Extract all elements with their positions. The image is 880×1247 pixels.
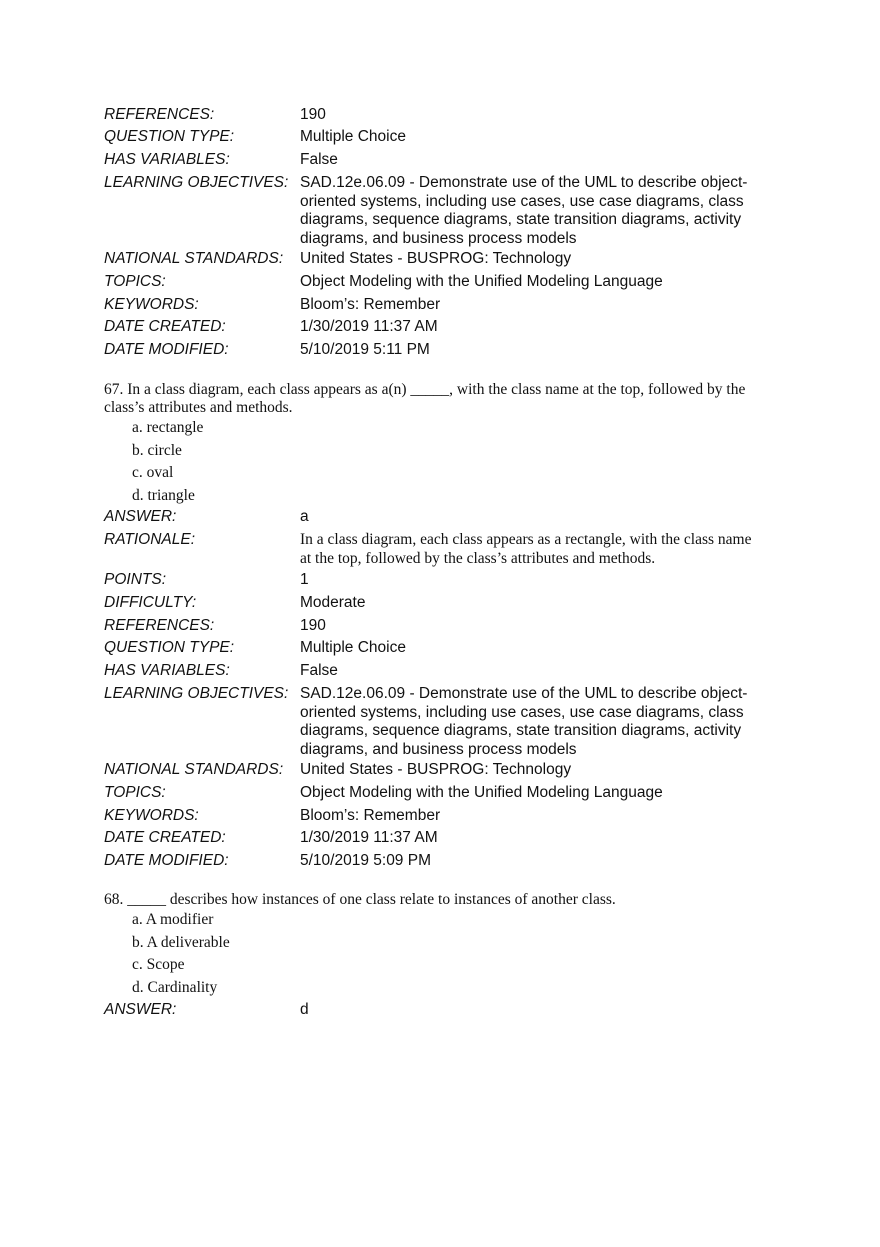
question-67-text: 67. In a class diagram, each class appears as a(n) _____, with the class name at the top, followed by the class’s attributes and methods. (104, 381, 746, 416)
question-type-label: QUESTION TYPE: (104, 639, 235, 656)
option-a: a. A modifier (132, 911, 214, 928)
references-label: REFERENCES: (104, 617, 215, 634)
has-variables-label: HAS VARIABLES: (104, 151, 230, 168)
question-68-text: 68. _____ describes how instances of one class relate to instances of another class. (104, 891, 616, 908)
option-d: d. triangle (132, 487, 195, 504)
difficulty-value: Moderate (300, 594, 366, 611)
topics-label: TOPICS: (104, 273, 166, 290)
topics-value: Object Modeling with the Unified Modeling Language (300, 273, 663, 290)
topics-value: Object Modeling with the Unified Modeling Language (300, 784, 663, 801)
points-label: POINTS: (104, 571, 167, 588)
option-c: c. Scope (132, 956, 185, 973)
references-value: 190 (300, 617, 326, 634)
has-variables-value: False (300, 662, 338, 679)
answer-label: ANSWER: (104, 1001, 177, 1018)
topics-label: TOPICS: (104, 784, 166, 801)
answer-value: a (300, 508, 309, 525)
learning-objectives-label: LEARNING OBJECTIVES: (104, 685, 289, 702)
learning-objectives-label: LEARNING OBJECTIVES: (104, 174, 289, 191)
national-standards-label: NATIONAL STANDARDS: (104, 761, 284, 778)
date-modified-label: DATE MODIFIED: (104, 852, 229, 869)
keywords-label: KEYWORDS: (104, 807, 199, 824)
option-a: a. rectangle (132, 419, 204, 436)
answer-value: d (300, 1001, 309, 1018)
date-created-label: DATE CREATED: (104, 318, 226, 335)
rationale-label: RATIONALE: (104, 531, 196, 548)
keywords-value: Bloom’s: Remember (300, 807, 441, 824)
national-standards-value: United States - BUSPROG: Technology (300, 250, 572, 267)
option-d: d. Cardinality (132, 979, 218, 996)
national-standards-label: NATIONAL STANDARDS: (104, 250, 284, 267)
date-created-value: 1/30/2019 11:37 AM (300, 318, 438, 335)
has-variables-label: HAS VARIABLES: (104, 662, 230, 679)
question-type-label: QUESTION TYPE: (104, 128, 235, 145)
rationale-value: In a class diagram, each class appears as a rectangle, with the class name at the top, followed by the class’s attributes and methods. (300, 531, 752, 567)
points-value: 1 (300, 571, 309, 588)
option-b: b. A deliverable (132, 934, 230, 951)
learning-objectives-value: SAD.12e.06.09 - Demonstrate use of the UML to describe object-oriented systems, including use cases, use case diagrams, class diagrams, sequence diagrams, state transition diagrams, activity diagrams, and business process models (300, 174, 748, 247)
has-variables-value: False (300, 151, 338, 168)
keywords-value: Bloom’s: Remember (300, 296, 441, 313)
date-created-value: 1/30/2019 11:37 AM (300, 829, 438, 846)
learning-objectives-value: SAD.12e.06.09 - Demonstrate use of the UML to describe object-oriented systems, including use cases, use case diagrams, class diagrams, sequence diagrams, state transition diagrams, activity diagrams, and business process models (300, 685, 748, 758)
option-b: b. circle (132, 442, 182, 459)
difficulty-label: DIFFICULTY: (104, 594, 197, 611)
question-type-value: Multiple Choice (300, 639, 406, 656)
national-standards-value: United States - BUSPROG: Technology (300, 761, 572, 778)
date-created-label: DATE CREATED: (104, 829, 226, 846)
references-label: REFERENCES: (104, 106, 215, 123)
answer-label: ANSWER: (104, 508, 177, 525)
date-modified-value: 5/10/2019 5:09 PM (300, 852, 431, 869)
option-c: c. oval (132, 464, 174, 481)
keywords-label: KEYWORDS: (104, 296, 199, 313)
references-value: 190 (300, 106, 326, 123)
date-modified-value: 5/10/2019 5:11 PM (300, 341, 430, 358)
date-modified-label: DATE MODIFIED: (104, 341, 229, 358)
question-type-value: Multiple Choice (300, 128, 406, 145)
